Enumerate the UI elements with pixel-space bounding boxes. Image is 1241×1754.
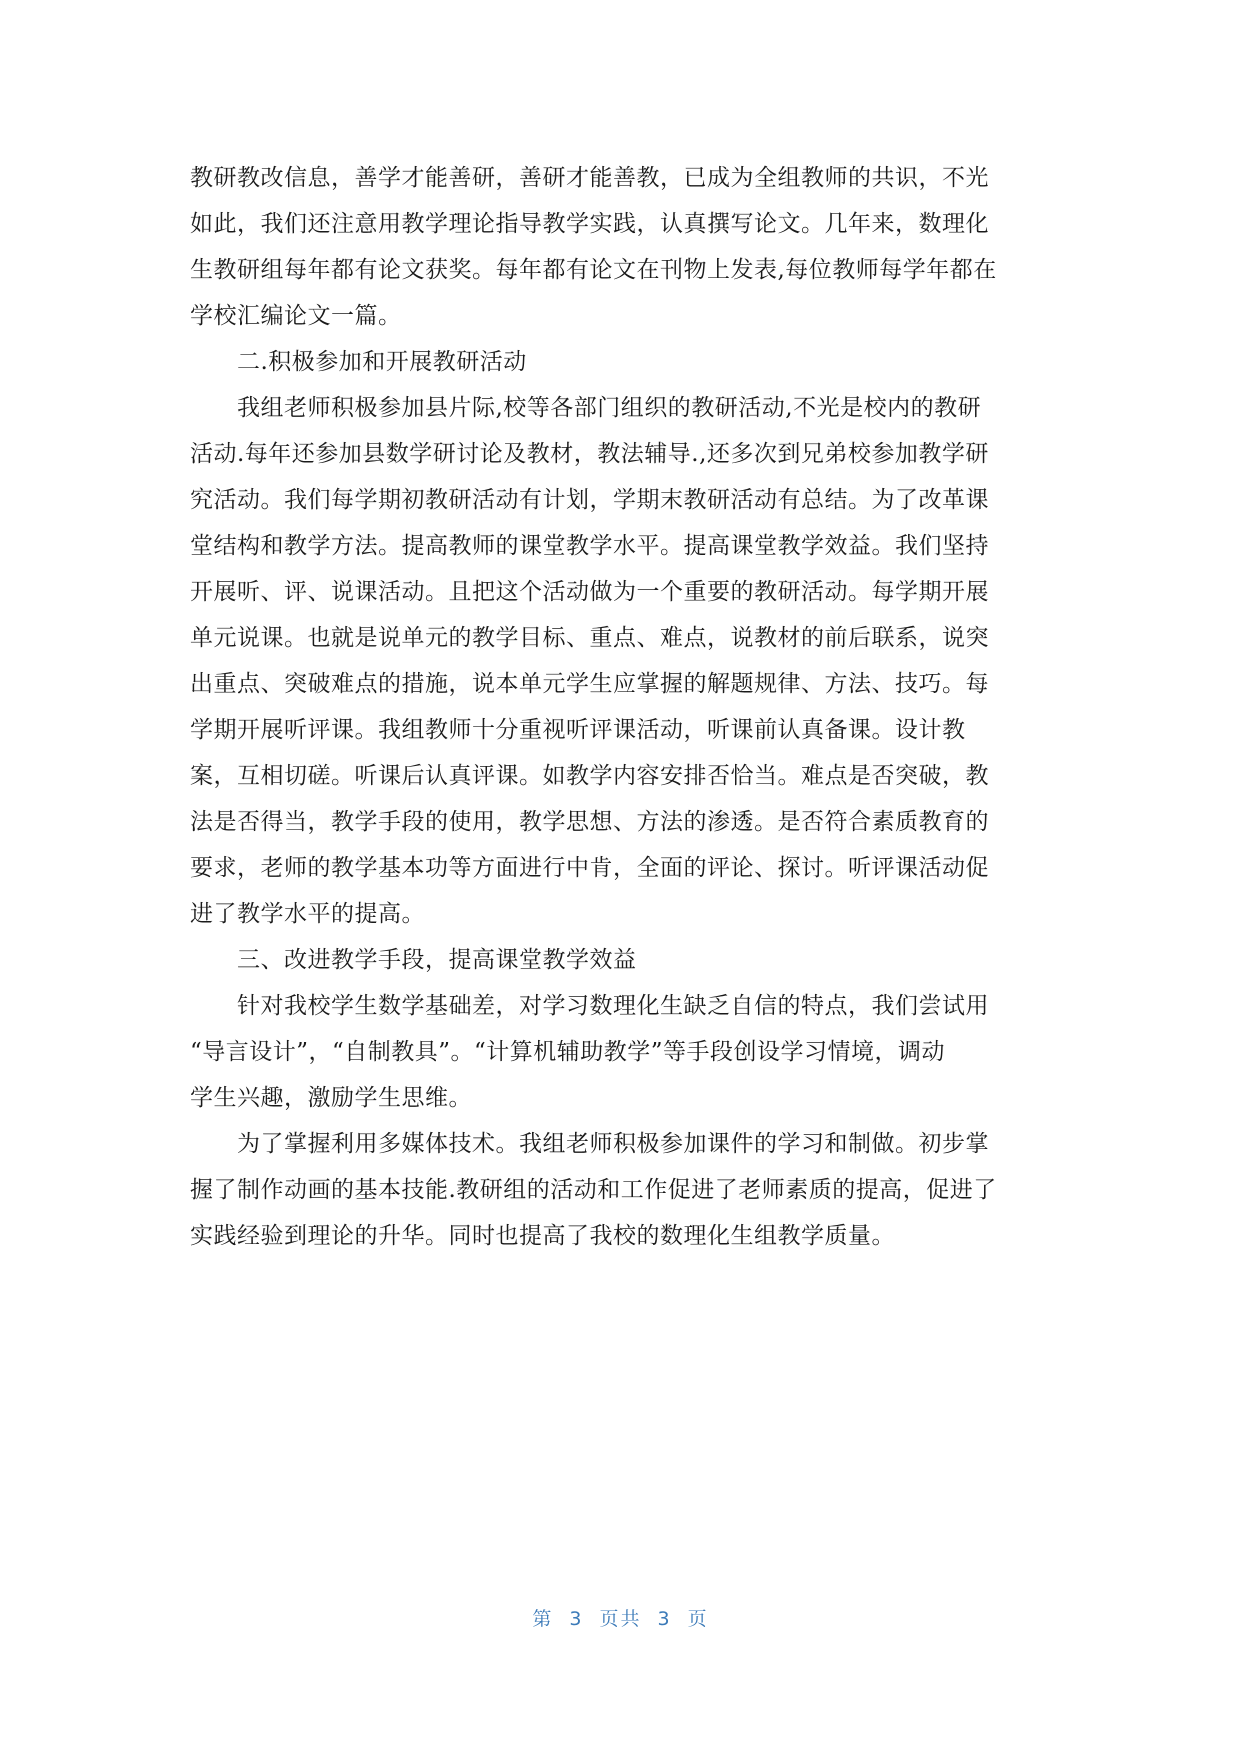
footer-suffix: 页 [687,1608,709,1630]
footer-middle: 页共 [599,1608,642,1630]
text-line: 学期开展听评课。我组教师十分重视听评课活动，听课前认真备课。设计教 [190,717,966,743]
document-body [190,155,1056,1259]
footer-current-page: 3 [569,1608,584,1630]
text-line: 要求，老师的教学基本功等方面进行中肯，全面的评论、探讨。听评课活动促 [190,855,989,881]
text-line: 学生兴趣，激励学生思维。 [190,1085,472,1111]
footer-prefix: 第 [532,1608,554,1630]
text-line: “导言设计”，“自制教具”。“计算机辅助教学”等手段创设学习情境，调动 [190,1039,946,1065]
text-line: 针对我校学生数学基础差，对学习数理化生缺乏自信的特点，我们尝试用 [190,993,989,1019]
text-line: 单元说课。也就是说单元的教学目标、重点、难点，说教材的前后联系，说突 [190,625,989,651]
text-line: 教研教改信息，善学才能善研，善研才能善教，已成为全组教师的共识，不光 [190,165,989,191]
text-line: 开展听、评、说课活动。且把这个活动做为一个重要的教研活动。每学期开展 [190,579,989,605]
footer-total-pages: 3 [657,1608,672,1630]
text-line: 握了制作动画的基本技能.教研组的活动和工作促进了老师素质的提高，促进了 [190,1177,997,1203]
section-heading: 二.积极参加和开展教研活动 [190,349,527,375]
text-line: 实践经验到理论的升华。同时也提高了我校的数理化生组教学质量。 [190,1223,895,1249]
text-line: 堂结构和教学方法。提高教师的课堂教学水平。提高课堂教学效益。我们坚持 [190,533,989,559]
text-line: 生教研组每年都有论文获奖。每年都有论文在刊物上发表,每位教师每学年都在 [190,257,997,283]
text-line: 法是否得当，教学手段的使用，教学思想、方法的渗透。是否符合素质教育的 [190,809,989,835]
text-line: 为了掌握利用多媒体技术。我组老师积极参加课件的学习和制做。初步掌 [190,1131,989,1157]
section-heading: 三、改进教学手段，提高课堂教学效益 [190,947,637,973]
text-line: 案，互相切磋。听课后认真评课。如教学内容安排否恰当。难点是否突破，教 [190,763,989,789]
text-line: 究活动。我们每学期初教研活动有计划，学期末教研活动有总结。为了改革课 [190,487,989,513]
text-line: 出重点、突破难点的措施，说本单元学生应掌握的解题规律、方法、技巧。每 [190,671,989,697]
text-line: 活动.每年还参加县数学研讨论及教材，教法辅导.,还多次到兄弟校参加教学研 [190,441,989,467]
text-line: 学校汇编论文一篇。 [190,303,402,329]
text-line: 进了教学水平的提高。 [190,901,425,927]
page-footer [0,1604,1241,1631]
text-line: 如此，我们还注意用教学理论指导教学实践，认真撰写论文。几年来，数理化 [190,211,989,237]
text-line: 我组老师积极参加县片际,校等各部门组织的教研活动,不光是校内的教研 [190,395,982,421]
